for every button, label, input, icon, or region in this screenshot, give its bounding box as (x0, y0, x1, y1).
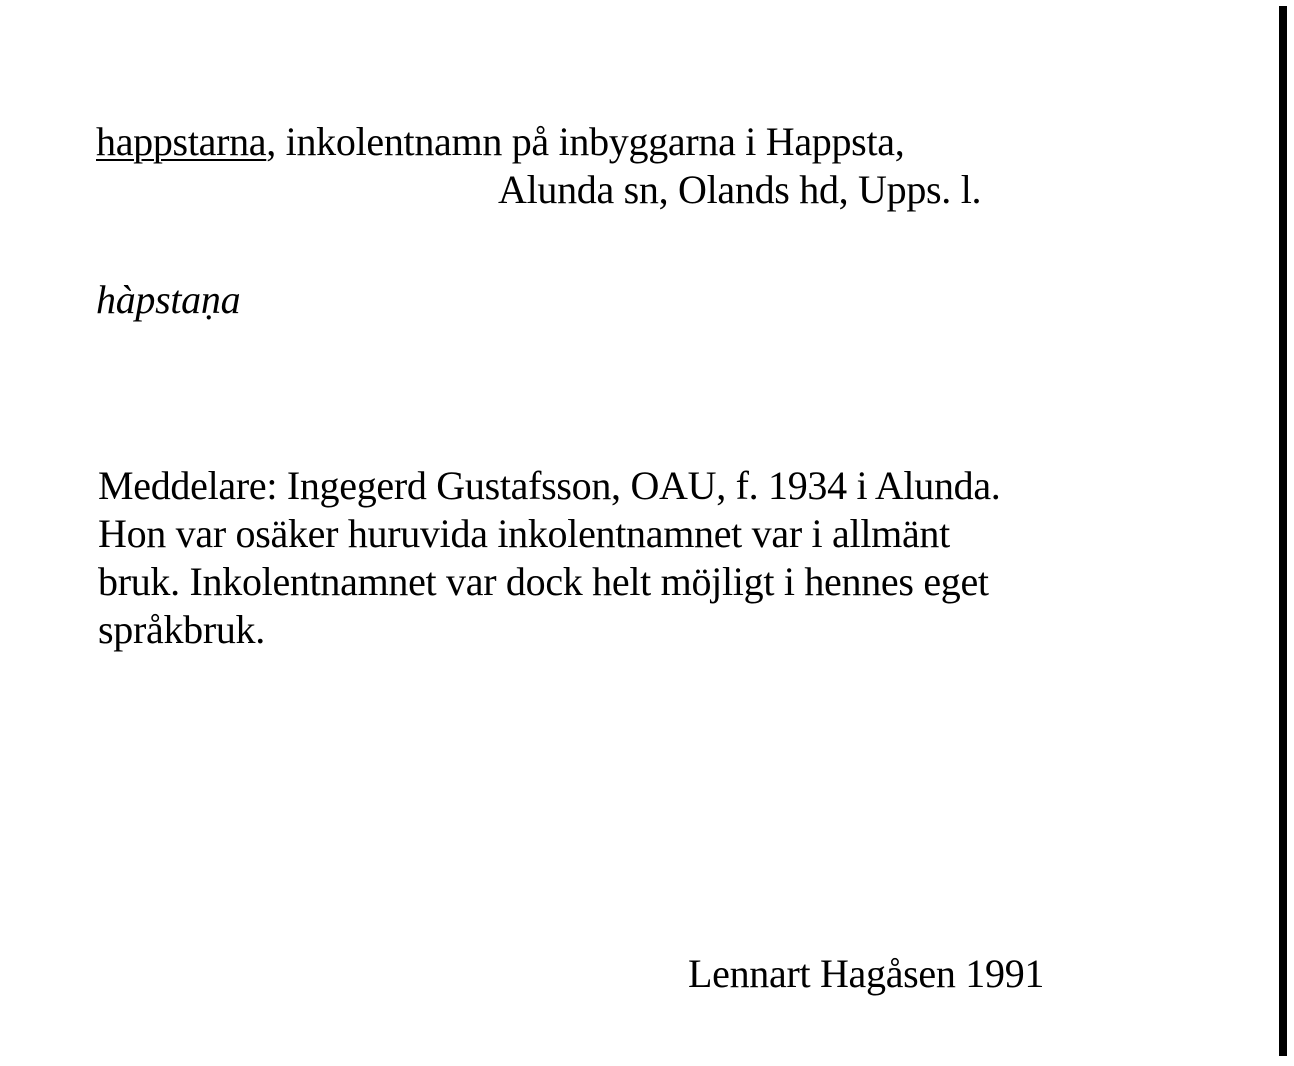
headword-definition: , inkolentnamn på inbyggarna i Happsta, (266, 119, 905, 164)
location-line: Alunda sn, Olands hd, Upps. l. (498, 167, 982, 212)
card-edge-line (1279, 6, 1287, 1056)
informant-line: språkbruk. (98, 607, 265, 652)
phonetic-transcription: hàpstaṇa (96, 277, 241, 322)
headword: happstarna (96, 119, 267, 164)
signature: Lennart Hagåsen 1991 (688, 951, 1045, 996)
informant-line: Meddelare: Ingegerd Gustafsson, OAU, f. 1934 i Alunda. (98, 463, 1001, 508)
informant-line: bruk. Inkolentnamnet var dock helt möjligt i hennes eget (98, 559, 989, 604)
informant-line: Hon var osäker huruvida inkolentnamnet var i allmänt (98, 511, 950, 556)
headword-line (96, 120, 904, 164)
